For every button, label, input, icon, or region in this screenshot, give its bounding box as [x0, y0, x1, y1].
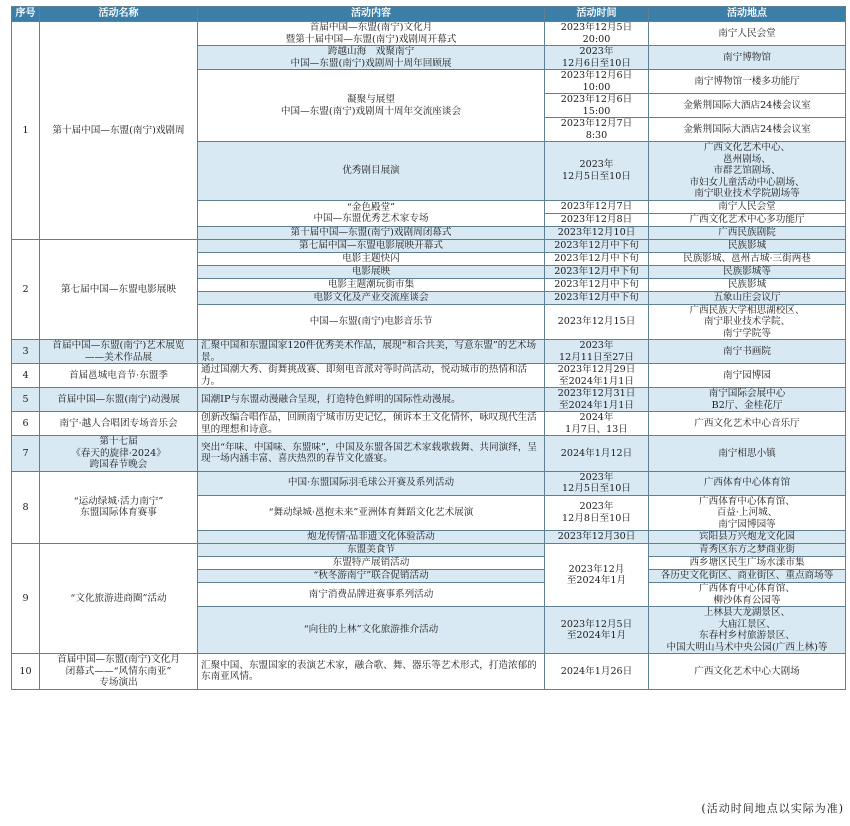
activity-place: 宾阳县万兴炮龙文化园	[649, 531, 846, 544]
footnote: (活动时间地点以实际为准)	[701, 802, 844, 815]
row-index: 2	[12, 239, 40, 340]
activity-place: 广西体育中心体育馆、 柳沙体育公园等	[649, 583, 846, 607]
table-row	[12, 654, 846, 690]
row-index: 8	[12, 471, 40, 544]
activity-time: 2023年12月10日	[545, 226, 649, 239]
activity-time: 2023年12月7日	[545, 200, 649, 213]
table-row	[12, 544, 846, 557]
activity-name: 首届中国—东盟(南宁)文化月 闭幕式——“风情东南亚” 专场演出	[40, 654, 198, 690]
activity-content: 电影主题潮玩街市集	[198, 278, 545, 291]
activity-time: 2023年12月6日 15:00	[545, 94, 649, 118]
activity-time: 2023年12月中下旬	[545, 252, 649, 265]
table-row	[12, 471, 846, 495]
activity-place: 上林县大龙湖景区、 大庙江景区、 东春村乡村旅游景区、 中国大明山马术中央公园(广西上林)等	[649, 607, 846, 654]
activity-place: 南宁相思小镇	[649, 436, 846, 472]
activity-place: 西乡塘区民生广场水漾市集	[649, 557, 846, 570]
activity-content: 创新改编合唱作品，回顾南宁城市历史记忆，倾诉本土文化情怀，咏叹现代生活里的理想和诗意。	[198, 412, 545, 436]
header-activity-time: 活动时间	[545, 7, 649, 22]
activity-place: 广西民族大学相思湖校区、 南宁职业技术学院、 南宁学院等	[649, 304, 846, 340]
activity-place: 南宁人民会堂	[649, 200, 846, 213]
table-row	[12, 340, 846, 364]
activity-content: 东盟特产展销活动	[198, 557, 545, 570]
header-activity-place: 活动地点	[649, 7, 846, 22]
activity-place: 民族影城等	[649, 265, 846, 278]
activity-place: 南宁人民会堂	[649, 22, 846, 46]
activity-time: 2023年12月8日	[545, 213, 649, 226]
activity-content: “金色殿堂” 中国—东盟优秀艺术家专场	[198, 200, 545, 226]
activity-time: 2023年 12月6日至10日	[545, 46, 649, 70]
header-activity-name: 活动名称	[40, 7, 198, 22]
activity-content: 东盟美食节	[198, 544, 545, 557]
activity-time: 2023年12月7日 8:30	[545, 118, 649, 142]
table-row	[12, 364, 846, 388]
activity-content: “舞动绿城·邕抱未来”亚洲体育舞蹈文化艺术展演	[198, 495, 545, 531]
activity-content: 电影主题快闪	[198, 252, 545, 265]
activity-name: 第十届中国—东盟(南宁)戏剧周	[40, 22, 198, 240]
row-index: 10	[12, 654, 40, 690]
activity-time: 2023年12月中下旬	[545, 291, 649, 304]
activity-content: 南宁消费品牌进赛事系列活动	[198, 583, 545, 607]
activity-name: 南宁·越人合唱团专场音乐会	[40, 412, 198, 436]
activity-place: 金紫荆国际大酒店24楼会议室	[649, 118, 846, 142]
activity-content: “秋冬游南宁”联合促销活动	[198, 570, 545, 583]
activity-time: 2023年12月15日	[545, 304, 649, 340]
table-row	[12, 239, 846, 252]
activity-time: 2024年 1月7日、13日	[545, 412, 649, 436]
activity-content: 优秀剧目展演	[198, 142, 545, 201]
activity-content: 炮龙传情·品非遗文化体验活动	[198, 531, 545, 544]
activity-schedule-table	[11, 6, 846, 690]
activity-place: 南宁国际会展中心 B2厅、金桂花厅	[649, 388, 846, 412]
activity-content: 中国·东盟国际羽毛球公开赛及系列活动	[198, 471, 545, 495]
activity-time: 2023年12月5日 20:00	[545, 22, 649, 46]
activity-time: 2023年12月5日 至2024年1月	[545, 607, 649, 654]
activity-time: 2023年12月 至2024年1月	[545, 544, 649, 607]
row-index: 1	[12, 22, 40, 240]
activity-place: 南宁博物馆一楼多功能厅	[649, 70, 846, 94]
activity-content: 中国—东盟(南宁)电影音乐节	[198, 304, 545, 340]
activity-time: 2024年1月26日	[545, 654, 649, 690]
activity-time: 2023年12月中下旬	[545, 265, 649, 278]
activity-name: “运动绿城·活力南宁” 东盟国际体育赛事	[40, 471, 198, 544]
activity-time: 2023年12月30日	[545, 531, 649, 544]
header-activity-content: 活动内容	[198, 7, 545, 22]
table-row	[12, 412, 846, 436]
activity-name: “文化旅游进商圈”活动	[40, 544, 198, 654]
activity-name: 首届邕城电音节·东盟季	[40, 364, 198, 388]
activity-content: 电影展映	[198, 265, 545, 278]
activity-place: 五象山庄会议厅	[649, 291, 846, 304]
activity-name: 首届中国—东盟(南宁)动漫展	[40, 388, 198, 412]
activity-place: 广西民族剧院	[649, 226, 846, 239]
activity-time: 2024年1月12日	[545, 436, 649, 472]
activity-time: 2023年12月中下旬	[545, 278, 649, 291]
activity-place: 广西文化艺术中心多功能厅	[649, 213, 846, 226]
activity-place: 南宁园博园	[649, 364, 846, 388]
table-header-row	[12, 7, 846, 22]
activity-place: 广西体育中心体育馆	[649, 471, 846, 495]
activity-place: 广西文化艺术中心大剧场	[649, 654, 846, 690]
activity-place: 民族影城	[649, 239, 846, 252]
row-index: 4	[12, 364, 40, 388]
activity-name: 首届中国—东盟(南宁)艺术展览 ——美术作品展	[40, 340, 198, 364]
activity-time: 2023年12月29日 至2024年1月1日	[545, 364, 649, 388]
activity-place: 民族影城、邕州古城·三街两巷	[649, 252, 846, 265]
activity-content: 首届中国—东盟(南宁)文化月 暨第十届中国—东盟(南宁)戏剧周开幕式	[198, 22, 545, 46]
activity-content: 汇聚中国、东盟国家的表演艺术家，融合歌、舞、器乐等艺术形式，打造浓郁的东南亚风情。	[198, 654, 545, 690]
activity-content: 电影文化及产业交流座谈会	[198, 291, 545, 304]
row-index: 3	[12, 340, 40, 364]
activity-content: 突出“年味、中国味、东盟味”，中国及东盟各国艺术家载歌载舞、共同演绎，呈现一场内涵丰富、喜庆热烈的春节文化盛宴。	[198, 436, 545, 472]
row-index: 9	[12, 544, 40, 654]
row-index: 5	[12, 388, 40, 412]
activity-time: 2023年12月中下旬	[545, 239, 649, 252]
activity-place: 南宁书画院	[649, 340, 846, 364]
row-index: 7	[12, 436, 40, 472]
activity-time: 2023年 12月5日至10日	[545, 471, 649, 495]
table-row	[12, 436, 846, 472]
activity-content: 国潮IP与东盟动漫融合呈现，打造特色鲜明的国际性动漫展。	[198, 388, 545, 412]
activity-place: 南宁博物馆	[649, 46, 846, 70]
activity-place: 广西体育中心体育馆、 百益·上河城、 南宁园博园等	[649, 495, 846, 531]
activity-content: 通过国潮大秀、街舞挑战赛、即刻电音派对等时尚活动，悦动城市的热情和活力。	[198, 364, 545, 388]
activity-content: “向往的上林”文化旅游推介活动	[198, 607, 545, 654]
activity-name: 第七届中国—东盟电影展映	[40, 239, 198, 340]
activity-content: 跨越山海 戏聚南宁 中国—东盟(南宁)戏剧周十周年回顾展	[198, 46, 545, 70]
activity-time: 2023年12月31日 至2024年1月1日	[545, 388, 649, 412]
activity-content: 汇聚中国和东盟国家120件优秀美术作品，展现“和合共美，写意东盟”的艺术场景。	[198, 340, 545, 364]
table-row	[12, 388, 846, 412]
row-index: 6	[12, 412, 40, 436]
activity-place: 金紫荆国际大酒店24楼会议室	[649, 94, 846, 118]
activity-time: 2023年 12月11日至27日	[545, 340, 649, 364]
activity-place: 青秀区东方之梦商业街	[649, 544, 846, 557]
activity-time: 2023年 12月5日至10日	[545, 142, 649, 201]
activity-place: 广西文化艺术中心音乐厅	[649, 412, 846, 436]
activity-content: 凝聚与展望 中国—东盟(南宁)戏剧周十周年交流座谈会	[198, 70, 545, 142]
activity-time: 2023年 12月8日至10日	[545, 495, 649, 531]
header-index: 序号	[12, 7, 40, 22]
activity-place: 广西文化艺术中心、 邕州剧场、 市群艺馆剧场、 市妇女儿童活动中心剧场、 南宁职业技术学院剧场等	[649, 142, 846, 201]
table-row	[12, 22, 846, 46]
activity-place: 各历史文化街区、商业街区、重点商场等	[649, 570, 846, 583]
activity-time: 2023年12月6日 10:00	[545, 70, 649, 94]
activity-content: 第十届中国—东盟(南宁)戏剧周闭幕式	[198, 226, 545, 239]
activity-content: 第七届中国—东盟电影展映开幕式	[198, 239, 545, 252]
activity-place: 民族影城	[649, 278, 846, 291]
activity-name: 第十七届 《春天的旋律·2024》 跨国春节晚会	[40, 436, 198, 472]
